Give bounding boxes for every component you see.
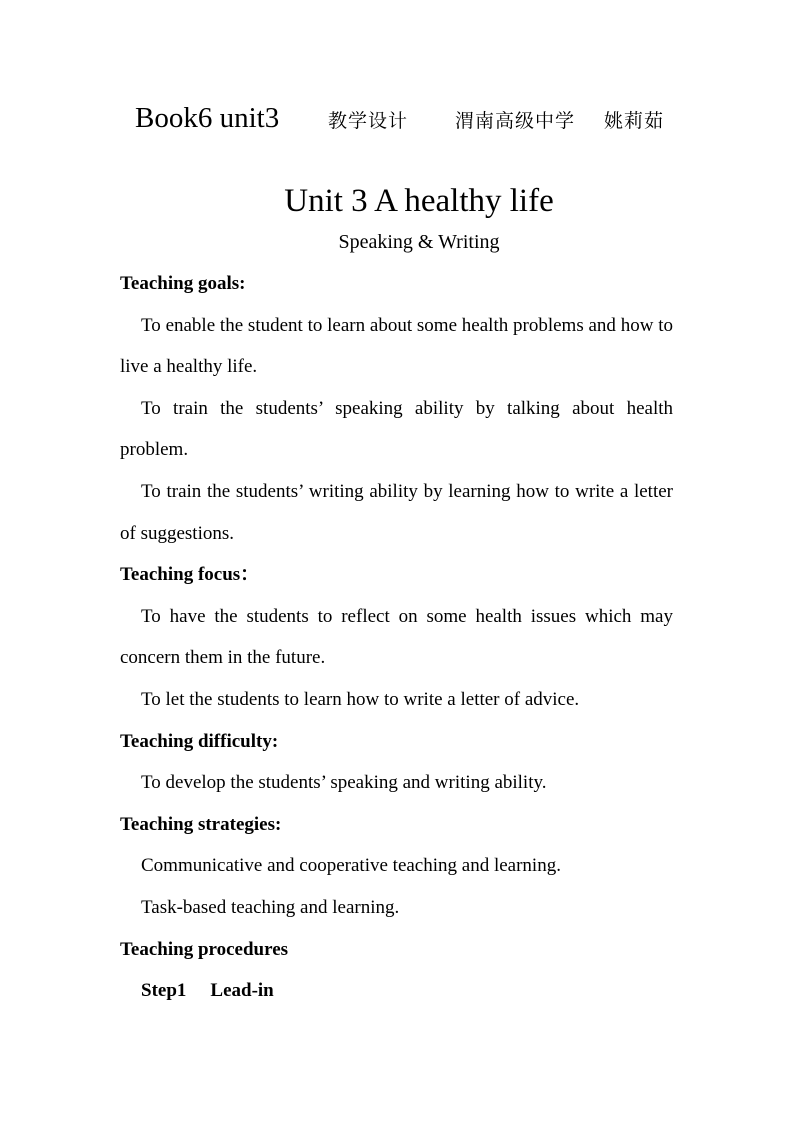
strategy-item: Task-based teaching and learning. xyxy=(141,896,400,918)
section-heading-difficulty: Teaching difficulty: xyxy=(120,730,279,752)
header-book-unit: Book6 unit3 xyxy=(135,102,280,134)
header-school: 渭南高级中学 xyxy=(455,110,576,132)
step-title: Lead-in xyxy=(210,980,274,1002)
focus-item: To let the students to learn how to write a letter of advice. xyxy=(141,688,580,710)
focus-item: To have the students to reflect on some health issues which may concern them in the future. xyxy=(120,605,673,669)
header-design-label: 教学设计 xyxy=(328,110,409,132)
page-subtitle: Speaking & Writing xyxy=(338,231,500,253)
goal-item: To enable the student to learn about some health problems and how to live a healthy life. xyxy=(120,314,673,378)
goal-item: To train the students’ speaking ability by talking about health problem. xyxy=(120,397,673,461)
goal-item: To train the students’ writing ability by learning how to write a letter of suggestions. xyxy=(120,480,673,544)
step-number: Step1 xyxy=(141,980,187,1002)
strategy-item: Communicative and cooperative teaching and learning. xyxy=(141,855,561,877)
header-author: 姚莉茹 xyxy=(604,110,665,132)
document-body xyxy=(120,263,673,1012)
section-heading-procedures: Teaching procedures xyxy=(120,938,289,960)
difficulty-item: To develop the students’ speaking and writing ability. xyxy=(141,772,547,794)
section-heading-focus: Teaching focus： xyxy=(120,564,260,586)
section-heading-strategies: Teaching strategies: xyxy=(120,813,282,835)
section-heading-goals: Teaching goals: xyxy=(120,273,246,294)
page-title: Unit 3 A healthy life xyxy=(284,183,554,219)
procedure-step xyxy=(120,970,673,1012)
